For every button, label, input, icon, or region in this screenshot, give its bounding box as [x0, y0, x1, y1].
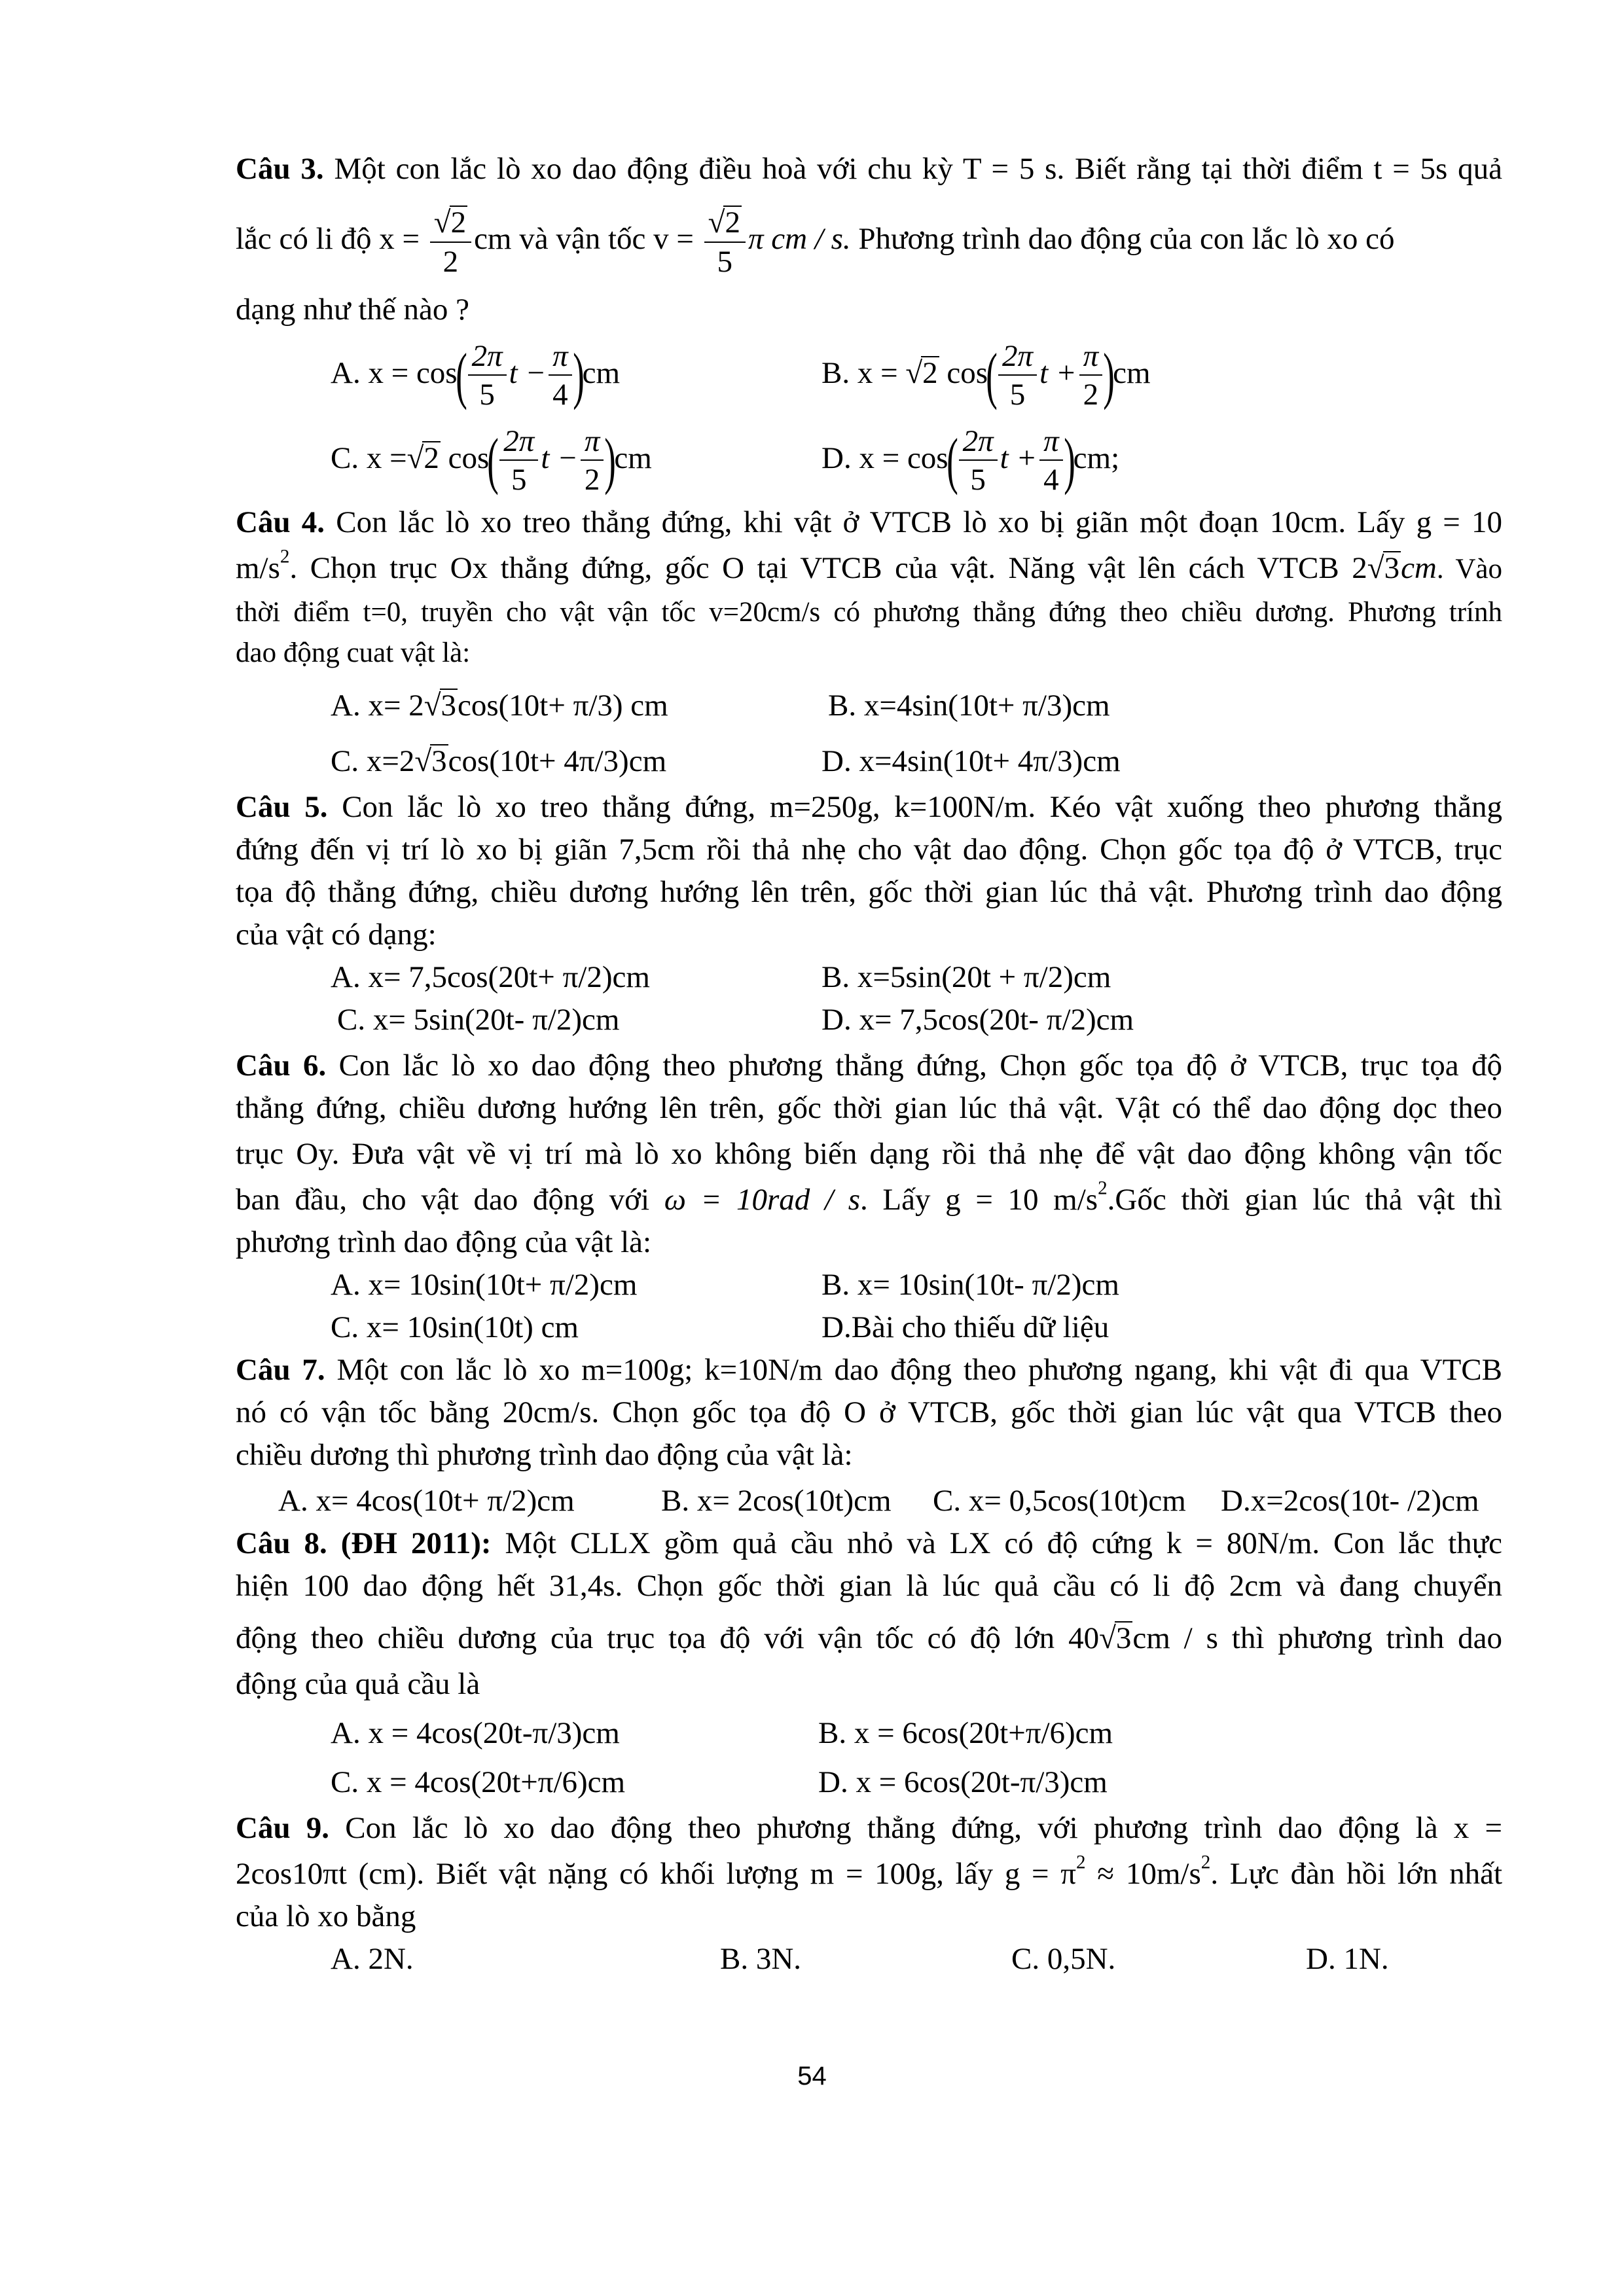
- page-number: 54: [797, 2062, 827, 2090]
- q4-option-d: D. x=4sin(10t+ 4π/3)cm: [821, 744, 1121, 778]
- q5-line-3: tọa độ thẳng đứng, chiều dương hướng lên trên, gốc thời gian lúc thả vật. Phương trình dao động: [236, 875, 1502, 909]
- q5-option-a: A. x= 7,5cos(20t+ π/2)cm: [331, 960, 650, 994]
- q6-option-b: B. x= 10sin(10t- π/2)cm: [821, 1268, 1119, 1302]
- q5-option-d: D. x= 7,5cos(20t- π/2)cm: [821, 1003, 1134, 1037]
- q6-option-a: A. x= 10sin(10t+ π/2)cm: [331, 1268, 638, 1302]
- q6-line-2: thẳng đứng, chiều dương hướng lên trên, gốc thời gian lúc thả vật. Vật có thể dao động dọc theo: [236, 1091, 1502, 1125]
- q7-option-c: C. x= 0,5cos(10t)cm: [933, 1484, 1186, 1518]
- q8-source: (ĐH 2011):: [340, 1526, 492, 1560]
- q9-line-1: Câu 9. Con lắc lò xo dao động theo phương thẳng đứng, với phương trình dao động là x =: [236, 1811, 1503, 1845]
- q8-line-3: động theo chiều dương của trục tọa độ với vận tốc có độ lớn 40√3cm / s thì phương trình dao: [236, 1621, 1503, 1655]
- q8-option-d: D. x = 6cos(20t-π/3)cm: [818, 1765, 1108, 1799]
- q3-option-a: A. x = cos( $\frac{2\pi}{5}$ t − $\frac{\pi}{4}$ )cm: [331, 339, 621, 412]
- q8-line-1: Câu 8. (ĐH 2011): Một CLLX gồm quả cầu nhỏ và LX có độ cứng k = 80N/m. Con lắc thực: [236, 1526, 1502, 1560]
- q7-option-d: D.x=2cos(10t- /2)cm: [1221, 1484, 1479, 1518]
- q5-line-1: Câu 5. Con lắc lò xo treo thẳng đứng, m=250g, k=100N/m. Kéo vật xuống theo phương thẳng: [236, 790, 1502, 824]
- q5-option-c: C. x= 5sin(20t- π/2)cm: [337, 1003, 620, 1037]
- q6-option-c: C. x= 10sin(10t) cm: [331, 1310, 579, 1344]
- q3-line-2: lắc có li độ x = $\frac{√2}{2}$ cm và vận tốc v = $\frac{√2}{5}$ π cm / s. Phương trình dao động của con lắc lò xo có: [236, 206, 1395, 279]
- q4-line-2: $m/s^2$. Chọn trục Ox thẳng đứng, gốc O tại VTCB của vật. Năng vật lên cách VTCB 2√3cm. Vào: [236, 546, 1502, 585]
- q5-label: Câu 5.: [236, 790, 328, 824]
- q3-x-fraction: $\frac{√2}{2}$: [430, 206, 471, 278]
- q7-label: Câu 7.: [236, 1353, 325, 1387]
- q8-option-b: B. x = 6cos(20t+π/6)cm: [818, 1716, 1113, 1750]
- q7-option-a: A. x= 4cos(10t+ π/2)cm: [278, 1484, 575, 1518]
- q9-line-2: 2cos10πt (cm). Biết vật nặng có khối lượng m = 100g, lấy $g = \pi^2 \approx 10m/s^2$. Lực đàn hồi lớn nhất: [236, 1852, 1503, 1891]
- q7-option-b: B. x= 2cos(10t)cm: [661, 1484, 892, 1518]
- q4-option-a: A. x= 2√3cos(10t+ π/3) cm: [331, 689, 668, 723]
- q6-line-5: phương trình dao động của vật là:: [236, 1225, 652, 1259]
- q8-label: Câu 8.: [236, 1526, 327, 1560]
- q7-line-2: nó có vận tốc bằng 20cm/s. Chọn gốc tọa độ O ở VTCB, gốc thời gian lúc vật qua VTCB theo: [236, 1395, 1502, 1429]
- q4-line-3: thời điểm t=0, truyền cho vật vận tốc v=20cm/s có phương thẳng đứng theo chiều dương. Phương trính: [236, 597, 1502, 628]
- q9-option-c: C. 0,5N.: [1011, 1942, 1116, 1976]
- q3-v-fraction: $\frac{√2}{5}$: [704, 206, 746, 278]
- q4-label: Câu 4.: [236, 505, 325, 539]
- q5-option-b: B. x=5sin(20t + π/2)cm: [821, 960, 1111, 994]
- q9-option-d: D. 1N.: [1306, 1942, 1389, 1976]
- q3-line-1: Câu 3. Một con lắc lò xo dao động điều hoà với chu kỳ T = 5 s. Biết rằng tại thời điểm t = 5s quả: [236, 152, 1503, 186]
- q3-option-c: C. x =√2 cos( $\frac{2\pi}{5}$ t − $\frac{\pi}{2}$ )cm: [331, 424, 652, 497]
- q7-line-1: Câu 7. Một con lắc lò xo m=100g; k=10N/m dao động theo phương ngang, khi vật đi qua VTCB: [236, 1353, 1502, 1387]
- q9-option-a: A. 2N.: [331, 1942, 414, 1976]
- q5-line-4: của vật có dạng:: [236, 918, 437, 952]
- q7-line-3: chiều dương thì phương trình dao động của vật là:: [236, 1438, 853, 1472]
- q6-line-1: Câu 6. Con lắc lò xo dao động theo phương thẳng đứng, Chọn gốc tọa độ ở VTCB, trục tọa độ: [236, 1049, 1502, 1083]
- q3-line-3: dạng như thế nào ?: [236, 293, 469, 327]
- q8-option-a: A. x = 4cos(20t-π/3)cm: [331, 1716, 620, 1750]
- q6-line-4: ban đầu, cho vật dao động với ω = 10rad / s. Lấy g = 10 $m/s^2.Gốc$ thời gian lúc thả vật thì: [236, 1177, 1503, 1217]
- q9-line-3: của lò xo bằng: [236, 1899, 416, 1933]
- q3-option-b: B. x = √2 cos( $\frac{2\pi}{5}$ t + $\frac{\pi}{2}$ )cm: [821, 339, 1151, 412]
- q9-label: Câu 9.: [236, 1811, 330, 1845]
- q4-line-4: dao động cuat vật là:: [236, 637, 471, 668]
- q5-line-2: đứng đến vị trí lò xo bị giãn 7,5cm rồi thả nhẹ cho vật dao động. Chọn gốc tọa độ ở VTCB, trục: [236, 833, 1502, 867]
- q4-line-1: Câu 4. Con lắc lò xo treo thẳng đứng, khi vật ở VTCB lò xo bị giãn một đoạn 10cm. Lấy g = 10: [236, 505, 1502, 539]
- q4-option-b: B. x=4sin(10t+ π/3)cm: [828, 689, 1110, 723]
- q6-label: Câu 6.: [236, 1049, 327, 1083]
- q8-line-4: động của quả cầu là: [236, 1667, 480, 1701]
- q3-label: Câu 3.: [236, 152, 324, 186]
- q9-option-b: B. 3N.: [720, 1942, 802, 1976]
- q4-option-c: C. x=2√3cos(10t+ 4π/3)cm: [331, 744, 667, 778]
- q8-line-2: hiện 100 dao động hết 31,4s. Chọn gốc thời gian là lúc quả cầu có li độ 2cm và đang chuyển: [236, 1569, 1502, 1603]
- q8-option-c: C. x = 4cos(20t+π/6)cm: [331, 1765, 626, 1799]
- q6-line-3: trục Oy. Đưa vật về vị trí mà lò xo không biến dạng rồi thả nhẹ để vật dao động không vận tốc: [236, 1137, 1502, 1171]
- q6-option-d: D.Bài cho thiếu dữ liệu: [821, 1310, 1110, 1344]
- q3-option-d: D. x = cos( $\frac{2\pi}{5}$ t + $\frac{\pi}{4}$ )cm;: [821, 424, 1120, 497]
